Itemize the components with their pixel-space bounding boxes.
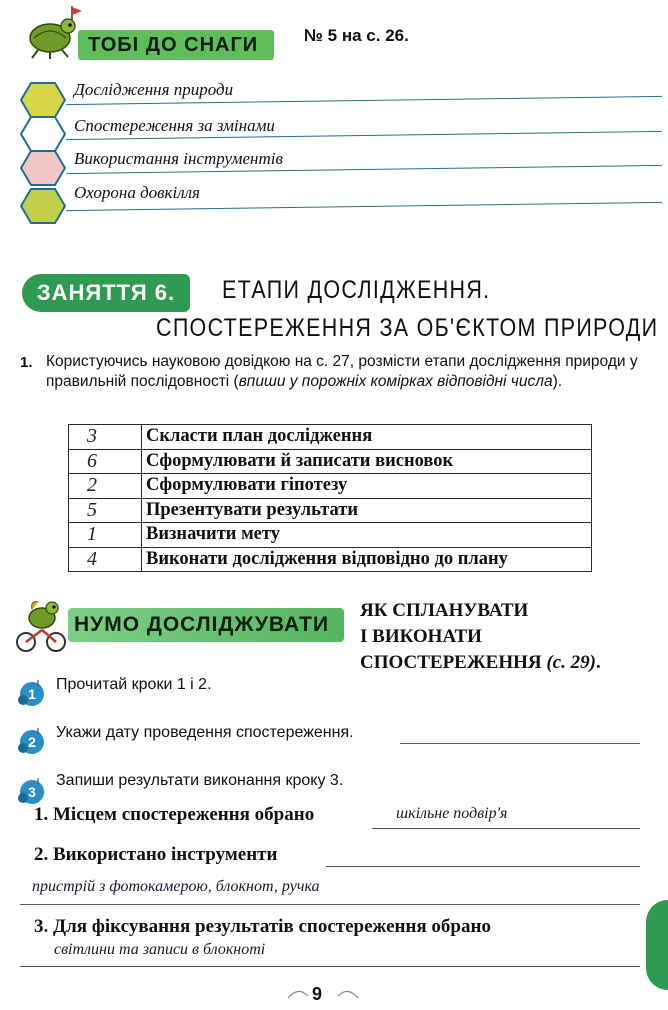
- hex-shape: [21, 151, 65, 185]
- question-2-line-b: [20, 904, 640, 905]
- how-title-ref: (с. 29): [546, 652, 596, 673]
- step-number-cell[interactable]: 1: [69, 523, 142, 548]
- hex-item-label: Використання інструментів: [74, 149, 283, 168]
- lesson-title-line2: СПОСТЕРЕЖЕННЯ ЗА ОБ'ЄКТОМ ПРИРОДИ: [156, 314, 659, 342]
- step-3-badge-number: 3: [28, 784, 36, 800]
- hex-item-label: Спостереження за змінами: [74, 116, 275, 135]
- research-step-3-text: Запиши результати виконання кроку 3.: [56, 772, 344, 789]
- step-number-cell[interactable]: 4: [69, 547, 142, 572]
- step-text-cell: Сформулювати й записати висновок: [142, 449, 592, 474]
- step-number-cell[interactable]: 3: [69, 425, 142, 450]
- question-2-answer[interactable]: пристрій з фотокамерою, блокнот, ручка: [32, 878, 320, 895]
- step-3-badge-icon: [16, 776, 46, 806]
- how-title-line2: І ВИКОНАТИ: [360, 626, 482, 647]
- step-1-badge-icon: [16, 678, 46, 708]
- hex-shape: [21, 117, 65, 151]
- step-text-cell: Виконати дослідження відповідно до плану: [142, 547, 592, 572]
- step-text-cell: Визначити мету: [142, 523, 592, 548]
- page-number-ornament-icon: [278, 984, 368, 1008]
- question-3-answer[interactable]: світлини та записи в блокноті: [54, 941, 266, 958]
- task-reference: № 5 на с. 26.: [304, 26, 409, 45]
- step-number-cell[interactable]: 5: [69, 498, 142, 523]
- step-text-cell: Презентувати результати: [142, 498, 592, 523]
- task-number: 1.: [20, 354, 33, 371]
- question-2-label: 2. Використано інструменти: [34, 844, 278, 865]
- how-title-line3-wrap: [360, 650, 650, 676]
- date-answer-line[interactable]: [400, 743, 640, 744]
- hex-shape: [21, 189, 65, 223]
- research-step-1-text: Прочитай кроки 1 і 2.: [56, 676, 212, 693]
- task-text-end: ).: [552, 373, 563, 390]
- step-1-badge-number: 1: [28, 686, 36, 702]
- steps-table: [68, 424, 592, 572]
- table-row: [69, 425, 592, 450]
- table-row: [69, 523, 592, 548]
- hex-cell-4-icon: [20, 188, 66, 224]
- step-text-cell: Сформулювати гіпотезу: [142, 474, 592, 499]
- step-2-badge-icon: [16, 726, 46, 756]
- page-number: 9: [312, 984, 323, 1004]
- hex-shape: [21, 83, 65, 117]
- task-instructions: [46, 352, 658, 392]
- table-row: [69, 474, 592, 499]
- question-1-line: [372, 828, 640, 829]
- challenge-banner-label: ТОБІ ДО СНАГИ: [88, 33, 259, 56]
- question-3-line: [20, 966, 640, 967]
- table-row: [69, 498, 592, 523]
- table-row: [69, 547, 592, 572]
- step-number-cell[interactable]: 2: [69, 474, 142, 499]
- hex-cell-3-icon: [20, 150, 66, 186]
- step-number-cell[interactable]: 6: [69, 449, 142, 474]
- step-text-cell: Скласти план дослідження: [142, 425, 592, 450]
- question-1-label: 1. Місцем спостереження обрано: [34, 804, 315, 825]
- lesson-badge-label: ЗАНЯТТЯ 6.: [36, 280, 176, 305]
- beetle-cyclist-icon: [12, 596, 70, 654]
- question-3-label: 3. Для фіксування результатів спостереження обрано: [34, 916, 491, 937]
- hex-cell-2-icon: [20, 116, 66, 152]
- research-banner-label: НУМО ДОСЛІДЖУВАТИ: [74, 613, 330, 636]
- how-title-line3: СПОСТЕРЕЖЕННЯ: [360, 652, 542, 673]
- question-1-answer[interactable]: шкільне подвір'я: [396, 805, 508, 822]
- task-text-main: Користуючись науковою довідкою на с. 27, розмісти етапи дослідження природи у правильній послідовності (: [46, 353, 638, 390]
- research-step-2-text: Укажи дату проведення спостереження.: [56, 724, 354, 741]
- hex-item-label: Охорона довкілля: [74, 183, 200, 202]
- how-to-observe-title: [360, 598, 650, 676]
- hex-item-line: [66, 202, 662, 211]
- leaf-decoration-icon: [646, 900, 668, 990]
- how-title-line1: ЯК СПЛАНУВАТИ: [360, 600, 529, 621]
- task-text-hint: впиши у порожніх комірках відповідні числа: [238, 373, 553, 390]
- challenge-banner: [78, 30, 274, 60]
- question-2-line-a: [326, 866, 640, 867]
- hex-cell-1-icon: [20, 82, 66, 118]
- hex-item-label: Дослідження природи: [74, 80, 234, 99]
- step-2-badge-number: 2: [28, 734, 36, 750]
- research-banner: [68, 608, 344, 642]
- lesson-badge: [22, 274, 190, 312]
- how-title-end: .: [595, 652, 601, 673]
- beetle-mascot-icon: [20, 4, 84, 60]
- lesson-title-line1: ЕТАПИ ДОСЛІДЖЕННЯ.: [222, 276, 491, 304]
- table-row: [69, 449, 592, 474]
